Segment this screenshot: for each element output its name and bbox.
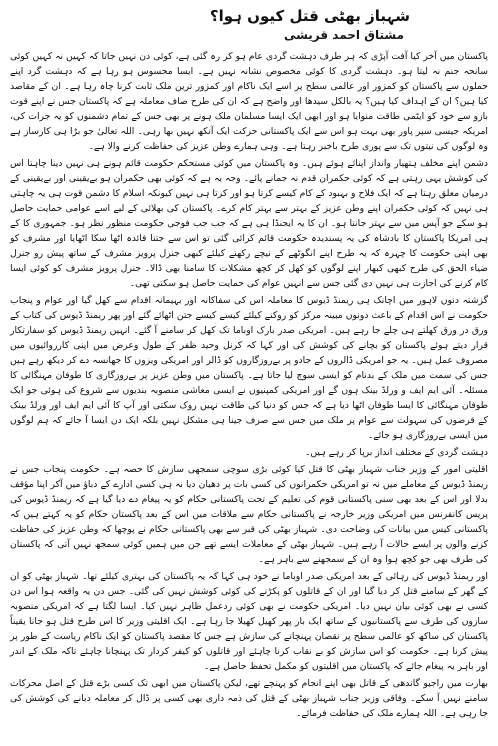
article-paragraph: اقلیتی امور کے وزیر جناب شہباز بھٹی کا قتل کیا کوئی بڑی سوچی سمجھی سازش کا حصہ ہے۔ حکومت پنجاب جس نے ریمنڈ ڈیوس کے معاملے میں نہ تو امریکی حکمرانوں کی کسی بات پر دھیان دیا نہ ہی کسی ادارے کے دباؤ میں آکر اپنا مؤقف بدلا اور اس کے بعد بھی سنی پاکستانی قوم کی تعلیم کے تحت پاکستانی حکام کو یہ پیغام دے دیا گیا ہے کہ ریمنڈ ڈیوس کی پریس کانفرنس میں امریکی وزیر خارجہ نے پاکستانی حکام سے ملاقات میں اس کے بعد پاکستان حکام کو یہ کہتے ہیں کہ پاکستانی کیس میں بیانات کی وضاحت دی۔ شہباز بھٹی کی قبر سے بھی پاکستانی حکام نے پوچھا کہ وطن عزیز کی حفاظت کرنے والوں پر ایسے حالات آ رہے ہیں۔ شہباز بھٹی کے معاملات ایسے تھے جن میں ہمیں کوئی سمجھ نہیں آتی کہ پاکستان کی طرف بھی جو کچھ ہوا وہ ان کے سمجھنے سے باہر ہے۔ bbox=[10, 464, 488, 565]
article-paragraph: دشمن اپنے مخلف ہتھیار وانداز اپنائے ہوئے ہیں۔ وہ پاکستان میں کوئی مستحکم حکومت قائم ہونے ہی نہیں دینا چاہتا اس کی کوشش یہی رہتی ہے کہ کوئی حکمران قدم نہ جمانے پائے۔ وجہ یہ ہے کہ کوئی بھی حکمران ہو بےیقینی اور بےیقینی کے درمیان معلق رہتا ہے کہ ایک فلاح و بہبود کے کام کیسے کرتا ہو اور کرتا ہی نہیں کیونکہ اسلام کا دشمن قوت ہی یہ چاہتی ہی نہیں کہ کوئی حکمران اپنے وطن عزیز کے بہتر سے بہتر کام کرے۔ پاکستان کی بھلائی کے لیے اسے عوامی حمایت حاصل ہو سکے جو آپس میں سے بہتر جانتا ہو۔ ان کا یہ ایجنڈا ہی ہے کہ جب جب فوجی حکومت منظور نظر ہو۔ جمہوری کا کے ہی امریکا پاکستان کا بادشاہ کی یہ پسندیدہ حکومت قائم کرائی گئی تو اس سے جتنا فائدہ اٹھا سکا اٹھایا اور مشرف کو بھی اپنی حکومت کا چہرہ کہ یہ طرح اپنے انگوٹھے کے نیچے رکھنے کیلئے کبھی جنرل پرویز مشرف کے ساتھ پیش رو جنرل ضیاء الحق کی طرح کبھی کبھار اپنے لوگوں کو کھل کر کچھ مشکلات کا سامنا بھی ڈالا۔ جنرل پرویز مشرف کو کوئی ایسا کام کرنے کی اجازت ہی نہیں دی گئی جس سے انہیں عوام کی حمایت حاصل ہو سکتی تھی۔ bbox=[10, 158, 488, 289]
article-author: مشتاق احمد قریشی bbox=[283, 28, 404, 42]
article-paragraph: اور ریمنڈ ڈیوس کی رہائی کے بعد امریکی صدر اوباما نے خود ہی کہا کہ یہ پاکستان کی بہتری کیلئے تھا۔ شہباز بھٹی کو ان کے گھر کے سامنے قتل کر دیا گیا اور ان کے قاتلوں کو پکڑنے کی کوئی کوشش نہیں کی گئی۔ جس دن یہ واقعہ ہوا اس دن کسی نے بھی کوئی بیان نہیں دیا۔ امریکی حکومت نے بھی کوئی ردعمل ظاہر نہیں کیا۔ ایسا لگتا ہے کہ امریکی منصوبہ سازوں کی طرف سے پاکستانیوں کے ساتھ ایک بار پھر کھیل کھیلا جا رہا ہے۔ ایک اقلیتی وزیر کا اس طرح قتل ہو جانا یقیناً پاکستان کی ساکھ کو عالمی سطح پر نقصان پہنچانے کی سازش ہے جس کا مقصد پاکستان کو ایک ناکام ریاست کے طور پر پیش کرنا ہے۔ حکومت کو اس سازش کو بے نقاب کرنا چاہئے اور قاتلوں کو کیفر کردار تک پہنچانا چاہئے تاکہ ملک کے اندر اور باہر یہ پیغام جائے کہ پاکستان میں اقلیتوں کو مکمل تحفظ حاصل ہے۔ bbox=[10, 571, 488, 672]
article-paragraph: پاکستان میں آخر کیا آفت آپڑی کہ ہر طرف دہشت گردی عام ہو کر رہ گئی ہے، کوئی دن نہیں جاتا کہ کہیں نہ کہیں کوئی سانحہ جنم نہ لیتا ہو۔ دہشت گردی کا کوئی مخصوص نشانہ نہیں ہے۔ ایسا محسوس ہو رہا ہے کہ دہشت گرد اپنے حملوں سے پاکستان کو کمزور اور عالمی سطح پر اسے ایک ناکام اور کمزور ترین ملک ثابت کرنا چاہ رہا ہے۔ ان کے مقاصد کیا ہیں؟ ان کے اہداف کیا ہیں؟ یہ بالکل سیدھا اور واضح ہے کہ ان کی طرح صاف معاملہ ہے کہ پاکستان جس نے اپنے قوت بازو سے خود کو ایٹمی طاقت منوایا ہو اور ابھی ایک ایسا مسلمان ملک ہونے پر بھی جس کے تمام دشمنوں کو یہ جرات کی، امریکہ جیسی سپر پاور بھی بہت ہو اس سے ایک پاکستانی حرکت ایک آنکھ نہیں بھا رہی۔ اللہ تعالیٰ جو بڑا ہی کارساز ہے وہ لوگوں کی نیتوں تک سے پوری طرح باخبر رہتا ہے۔ وہی ہمارے وطن عزیز کی حفاظت کرنے والا ہے۔ bbox=[10, 51, 488, 152]
article-paragraph: بھارت میں راجیو گاندھی کے قاتل بھی اپنے انجام کو پہنچے تھے، لیکن پاکستان میں ابھی تک کسی بڑے قتل کے اصل محرکات سامنے نہیں آ سکے۔ وفاقی وزیر جناب شہباز بھٹی کے قتل کی ذمہ داری بھی کسی پر ڈال کر معاملہ دبانے کی کوشش کی جا رہی ہے۔ اللہ ہمارے ملک کی حفاظت فرمائے۔ bbox=[10, 678, 488, 719]
article-body bbox=[10, 49, 488, 721]
article-title: شہباز بھٹی قتل کیوں ہوا؟ bbox=[209, 7, 410, 25]
article-paragraph: دہشت گردی کے مختلف انداز برپا کر رہے ہیں۔ bbox=[304, 447, 488, 458]
article-paragraph: گزشتہ دنوں لاہور میں اچانک ہی ریمنڈ ڈیوس کا معاملہ اس کی سفاکانہ اور بہیمانہ اقدام سے کھل گیا اور عوام و پنجاب حکومت نے اس اقدام کے باعث دونوں مبینہ مرکز کو روکنے کیلئے کیسے کیسے جتن اٹھائے گئے اور پھر ریمنڈ ڈیوس کی کتاب کے ورق در ورق کھلتے ہی چلے جا رہے ہیں۔ امریکی صدر بارک اوباما تک کھل کر سامنے آ گئے۔ انہیں ریمنڈ ڈیوس کو سفارتکار قرار دیتے ہوئے پاکستان کو بچانے کی کوشش کی اور کہا کہ کرنل وحید ظفر کے طول وعرض میں اپنی کارروائیوں میں مصروف عمل ہیں۔ یہ جو امریکی ڈالروں کے جادو پر بےروزگاروں کو ڈالر اور امریکی ویزوں کا جھانسہ دے کر دیکھ رہے ہیں جس کی سمت میں ملک کے بدنام کو ایسی سوچ لیا جاتا ہے۔ پاکستان میں وطن عزیز پر بےروزگاری کا طوفان مہنگائی کا مسئلہ۔ آئی ایم ایف و ورلڈ بینک ہوں گے اور امریکی کمپنیوں نے ایسی معاشی منصوبہ بندیوں سے شروع کی ہوئی جو ایک طوفان مہنگائی کا ایسا طوفان اٹھا دیا ہے کہ جس کو دنیا کی طاقت نہیں روک سکتی اور آپ کا آئی ایم ایف اور ورلڈ بینک کے قرضوں کی سہولت سے عوام پر ملک میں جس سے صرف جینا ہی مشکل نہیں بلکہ ایک دن ایسا آ جائے کہ ہم لوگوں میں ایسی بےروزگاری ہو جائے۔ bbox=[10, 295, 488, 441]
